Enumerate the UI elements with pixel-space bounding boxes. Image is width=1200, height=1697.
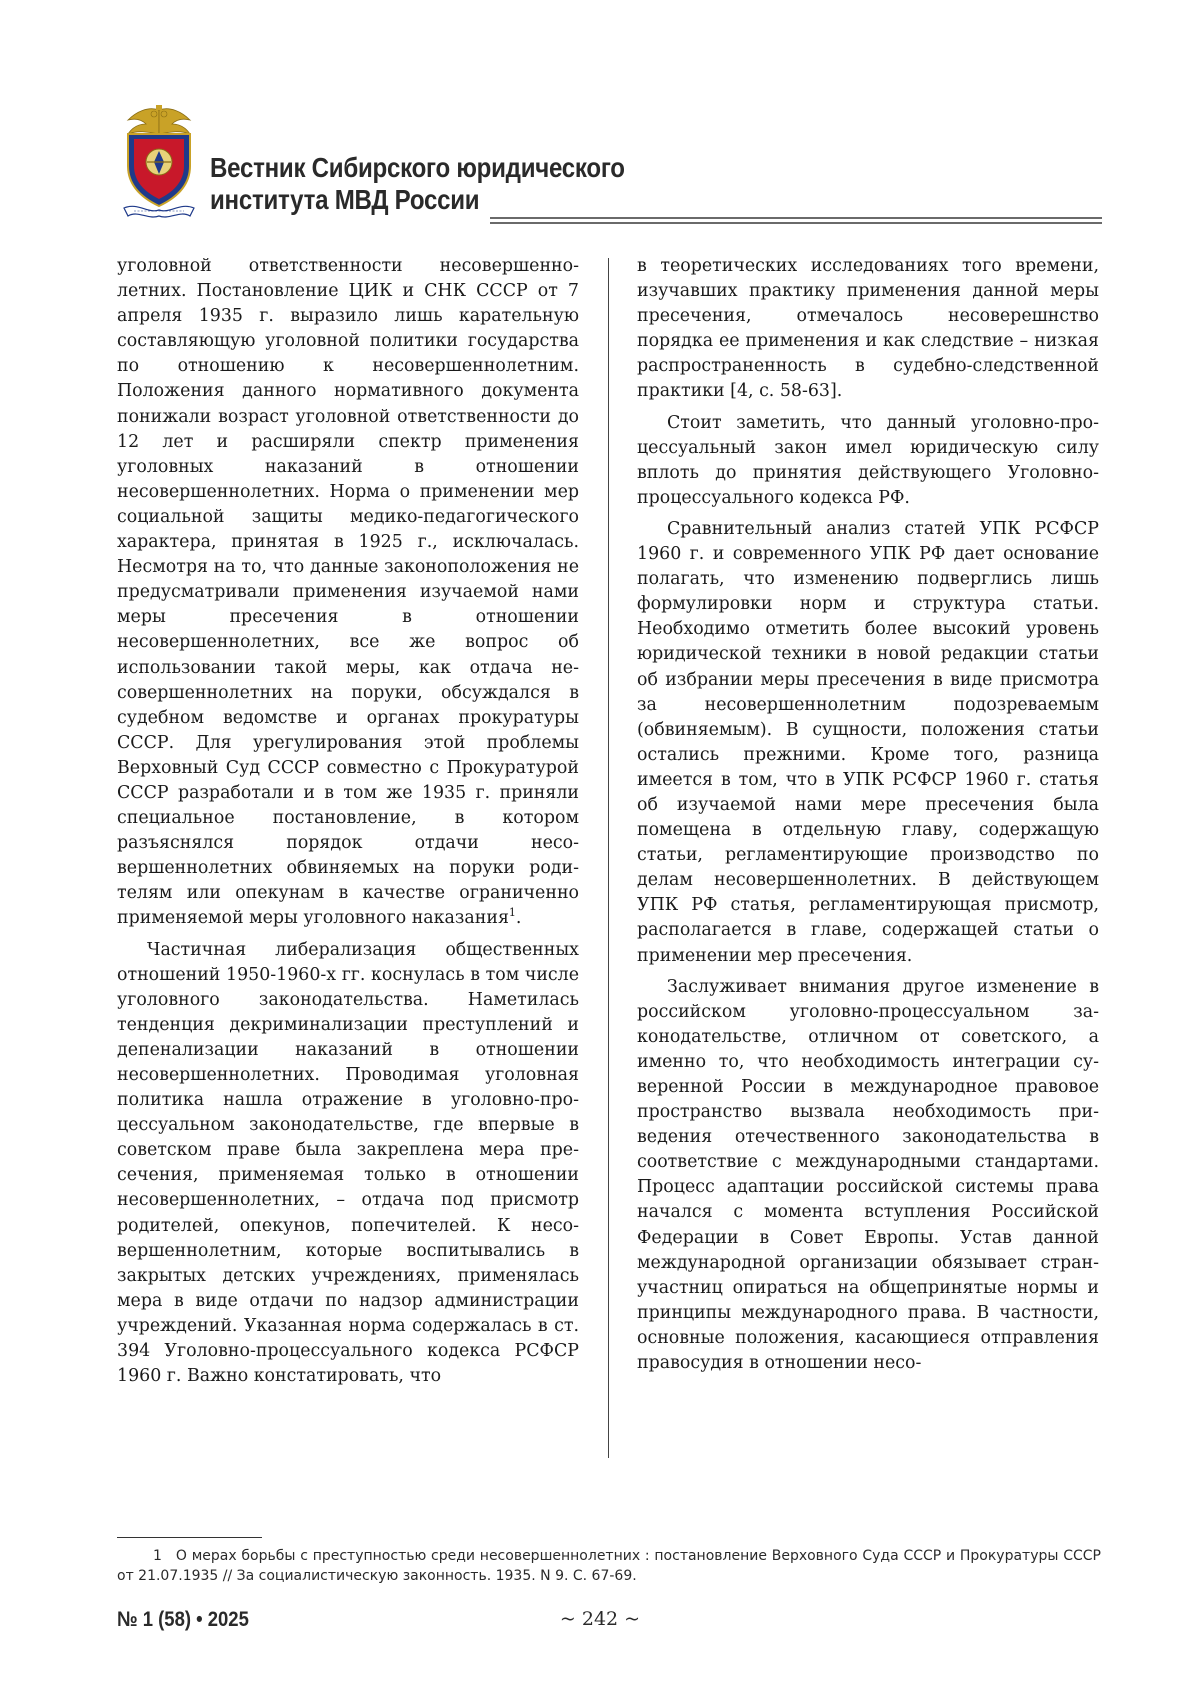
paragraph: Сравнительный анализ статей УПК РСФСР 1960 г. и современного УПК РФ дает основание полагать, что изменению подверглись лишь формулировки норм и структура статьи. Необходимо отметить бо­лее высокий уровень юридической техники в новой редакции статьи об избрании меры пресечения в виде присмотра за несовершен­нолетним подозреваемым (обвиняемым). В сущности, положения статьи остались преж­ними. Кроме того, разница имеется в том, что в УПК РСФСР 1960 г. статья об изуча­емой нами мере пресечения была помещена в отдельную главу, содержащую статьи, ре­гламентирующие производство по делам не­совершеннолетних. В действующем УПК РФ статья, регламентирующая присмотр, распо­лагается в главе, содержащей статьи о приме­нении мер пресечения. bbox=[637, 517, 1099, 969]
footnote-text: О мерах борьбы с преступностью среди несовершеннолетних : постановление Верховного Суда СССР и Прокуратуры СССР от 21.07.1935 // За социалистическую законность. 1935. N 9. С. 67-69. bbox=[117, 1548, 1101, 1584]
footnote-ref[interactable]: 1 bbox=[509, 907, 516, 920]
footnote-number: 1 bbox=[117, 1546, 176, 1566]
paragraph: в теоретических исследованиях того време­ни, изучавших практику применения данной меры пресечения, отмечалось несоверешн­ство порядка ее применения и как следствие – низкая распространенность в судебно-след­ственной практики [4, с. 58-63]. bbox=[637, 254, 1099, 405]
paragraph-tail: . bbox=[516, 908, 522, 928]
paragraph: Заслуживает внимания другое изменение в российском уголовно-процессуальном за­конодательстве, отличном от советского, а именно то, что необходимость интеграции су­веренной России в международное правовое пространство вызвала необходимость при­ведения отечественного законодательства в соответствие с международными стандарта­ми. Процесс адаптации российской системы права начался с момента вступления Россий­ской Федерации в Совет Европы. Устав дан­ной международной организации обязывает стран-участниц опираться на общепринятые нормы и принципы международного права. В частности, основные положения, касающиеся отправления правосудия в отношении несо- bbox=[637, 975, 1099, 1377]
journal-title bbox=[210, 152, 625, 216]
column-divider bbox=[608, 258, 609, 1458]
issue-label: № 1 (58) • 2025 bbox=[117, 1608, 249, 1632]
paragraph: Стоит заметить, что данный уголовно-про­цессуальный закон имел юридическую силу вплоть до принятия действующего Уголовно-процессуального кодекса РФ. bbox=[637, 411, 1099, 511]
page-number: ~ 242 ~ bbox=[540, 1608, 660, 1630]
mvd-emblem-icon bbox=[118, 104, 200, 222]
journal-title-line-1: Вестник Сибирского юридического bbox=[210, 152, 625, 184]
footnote bbox=[117, 1546, 1101, 1586]
paragraph: Частичная либерализация общественных отношений 1950-1960-х гг. коснулась в том числе уголовного законодательства. Намети­лась тенденция декриминализации преступле­ний и депенализации наказаний в отношении несовершеннолетних. Проводимая уголовная политика нашла отражение в уголовно-про­цессуальном законодательстве, где впервые в советском праве была закреплена мера пре­сечения, применяемая только в отношении несовершеннолетних, – отдача под присмотр родителей, опекунов, попечителей. К несо­вершеннолетним, которые воспитывались в закрытых детских учреждениях, применялась мера в виде отдачи по надзор администрации учреждений. Указанная норма содержалась в ст. 394 Уголовно-процессуального кодекса РСФСР 1960 г. Важно констатировать, что bbox=[117, 938, 579, 1390]
journal-header bbox=[118, 104, 1102, 228]
paragraph bbox=[117, 254, 579, 932]
paragraph-text: уголовной ответственности несовершенно­летних. Постановление ЦИК и СНК СССР от 7 апреля 1935 г. выразило лишь карательную составляющую уголовной политики государ­ства по отношению к несовершеннолетним. Положения данного нормативного докумен­та понижали возраст уголовной ответствен­ности до 12 лет и расширяли спектр при­менения уголовных наказаний в отношении несовершеннолетних. Норма о применении мер социальной защиты медико-педагогиче­ского характера, принятая в 1925 г., исклю­чалась. Несмотря на то, что данные законо­положения не предусматривали применения изучаемой нами меры пресечения в отноше­нии несовершеннолетних, все же вопрос об использовании такой меры, как отдача не­совершеннолетних на поруки, обсуждался в судебном ведомстве и органах прокуратуры СССР. Для урегулирования этой проблемы Верховный Суд СССР совместно с Про­куратурой СССР разработали и в том же 1935 г. приняли специальное постановление, в котором разъяснялся порядок отдачи несо­вершеннолетних обвиняемых на поруки роди­телям или опекунам в качестве ограниченно применяемой меры уголовного наказания bbox=[117, 256, 579, 928]
right-column bbox=[637, 254, 1099, 1382]
header-double-rule bbox=[490, 217, 1102, 224]
footnote-rule bbox=[117, 1537, 262, 1538]
journal-title-line-2: института МВД России bbox=[210, 184, 625, 216]
left-column bbox=[117, 254, 579, 1395]
